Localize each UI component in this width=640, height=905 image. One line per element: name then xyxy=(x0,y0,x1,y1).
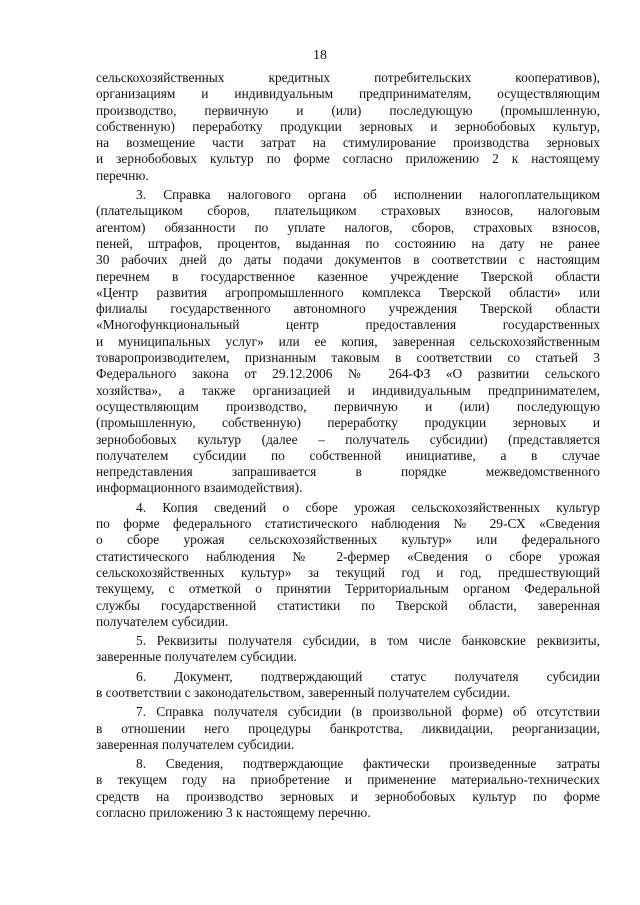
paragraph-line: 7. Справка получателя субсидии (в произвольной форме) об отсутствии xyxy=(136,704,600,720)
paragraph-line: о сборе урожая сельскохозяйственных культур» или федерального xyxy=(96,532,600,548)
paragraph-line: перечню. xyxy=(96,167,149,183)
paragraph-line: в отношении него процедуры банкротства, ликвидации, реорганизации, xyxy=(96,720,600,736)
paragraph-line: сельскохозяйственных кредитных потребительских кооперативов), xyxy=(96,70,600,85)
page-number: 18 xyxy=(313,48,327,63)
paragraph-line: получателем субсидии по собственной инициативе, а в случае xyxy=(96,447,600,463)
paragraph xyxy=(96,187,600,497)
paragraph-line: сельскохозяйственных культур» за текущий год и год, предшествующий xyxy=(96,564,600,580)
paragraph-line: зернобобовых культур (далее – получатель субсидии) (представляется xyxy=(96,431,600,447)
paragraph-line: товаропроизводителем, признанным таковым в соответствии со статьей 3 xyxy=(96,350,600,366)
paragraph-line: 3. Справка налогового органа об исполнении налогоплательщиком xyxy=(136,187,600,203)
paragraph-line: «Центр развития агропромышленного комплекса Тверской области» или xyxy=(96,284,600,300)
paragraph-line: (промышленную, собственную) переработку продукции зерновых и xyxy=(96,415,600,431)
paragraph-line: 5. Реквизиты получателя субсидии, в том числе банковские реквизиты, xyxy=(136,633,600,649)
paragraph-line: агентом) обязанности по уплате налогов, сборов, страховых взносов, xyxy=(96,219,600,235)
paragraph-line: по форме федерального статистического наблюдения № 29-СХ «Сведения xyxy=(96,516,600,532)
paragraph-line: осуществляющим производство, первичную и (или) последующую xyxy=(96,398,600,414)
paragraph-line: службы государственной статистики по Тверской области, заверенная xyxy=(96,597,600,613)
paragraph-line: согласно приложению 3 к настоящему перечню. xyxy=(96,805,371,821)
paragraph-line: статистического наблюдения № 2-фермер «Сведения о сборе урожая xyxy=(96,548,600,564)
paragraph-line: 4. Копия сведений о сборе урожая сельскохозяйственных культур xyxy=(136,499,600,515)
paragraph-line: пеней, штрафов, процентов, выданная по состоянию на дату не ранее xyxy=(96,235,600,251)
paragraph-line: и зернобобовых культур по форме согласно приложению 2 к настоящему xyxy=(96,151,600,167)
paragraph-line: в текущем году на приобретение и применение материально-технических xyxy=(96,772,600,788)
paragraph-line: «Многофункциональный центр предоставления государственных xyxy=(96,317,600,333)
paragraph-line: текущему, с отметкой о принятии Территориальным органом Федеральной xyxy=(96,581,600,597)
paragraph-line: 8. Сведения, подтверждающие фактически произведенные затраты xyxy=(136,756,600,772)
paragraph xyxy=(96,70,600,184)
paragraph xyxy=(96,500,600,630)
paragraph-line: информационного взаимодействия). xyxy=(96,480,303,496)
paragraph-line: заверенная получателем субсидии. xyxy=(96,736,295,752)
paragraph-line: собственную) переработку продукции зерновых и зернобобовых культур, xyxy=(96,118,600,134)
paragraph-line: перечнем в государственное казенное учреждение Тверской области xyxy=(96,268,600,284)
paragraph-line: (плательщиком сборов, плательщиком страховых взносов, налоговым xyxy=(96,203,600,219)
paragraph-line: в соответствии с законодательством, заверенный получателем субсидии. xyxy=(96,684,511,700)
document-body xyxy=(96,70,600,824)
paragraph-line: хозяйства», а также организацией и индивидуальным предпринимателем, xyxy=(96,382,600,398)
paragraph-line: на возмещение части затрат на стимулирование производства зерновых xyxy=(96,135,600,151)
paragraph-line: Федерального закона от 29.12.2006 № 264-ФЗ «О развитии сельского xyxy=(96,366,600,382)
paragraph-line: организациям и индивидуальным предпринимателям, осуществляющим xyxy=(96,86,600,102)
paragraph-line: производство, первичную и (или) последующую (промышленную, xyxy=(96,102,600,118)
paragraph xyxy=(96,669,600,702)
paragraph xyxy=(96,633,600,666)
paragraph-line: и муниципальных услуг» или ее копия, заверенная сельскохозяйственным xyxy=(96,333,600,349)
paragraph-line: 30 рабочих дней до даты подачи документов в соответствии с настоящим xyxy=(96,252,600,268)
paragraph-line: средств на производство зерновых и зернобобовых культур по форме xyxy=(96,788,600,804)
paragraph-line: заверенные получателем субсидии. xyxy=(96,649,298,665)
paragraph xyxy=(96,704,600,753)
paragraph-line: 6. Документ, подтверждающий статус получателя субсидии xyxy=(136,668,600,684)
paragraph-line: получателем субсидии. xyxy=(96,613,229,629)
paragraph xyxy=(96,756,600,821)
paragraph-line: филиалы государственного автономного учреждения Тверской области xyxy=(96,301,600,317)
paragraph-line: непредставления запрашивается в порядке межведомственного xyxy=(96,464,600,480)
